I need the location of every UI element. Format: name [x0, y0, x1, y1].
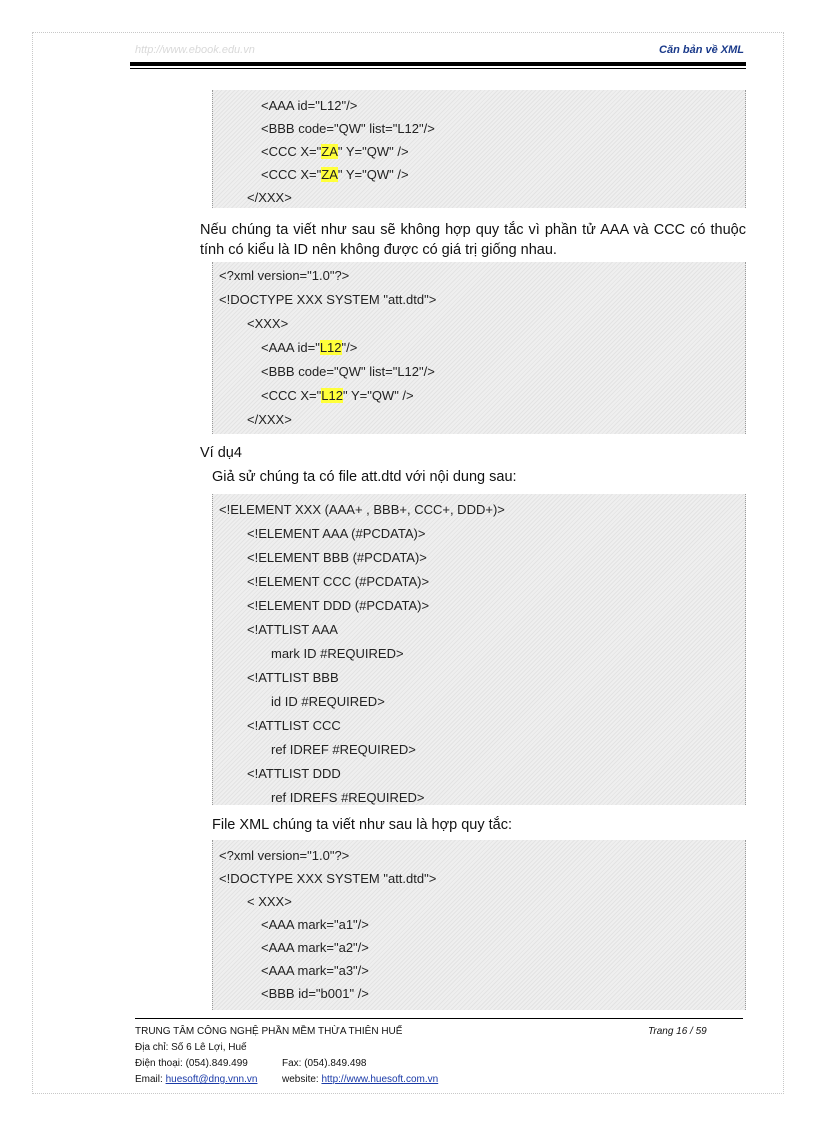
- code-line: <XXX>: [247, 316, 289, 331]
- header-title: Căn bản về XML: [659, 44, 744, 56]
- footer-phone: Điện thoại: (054).849.499: [135, 1058, 248, 1069]
- footer-org: TRUNG TÂM CÔNG NGHỆ PHẦN MỀM THỪA THIÊN HUẾ: [135, 1026, 403, 1037]
- example-label: Ví dụ4: [200, 445, 242, 461]
- code-line: < XXX>: [247, 894, 292, 909]
- code-line: <AAA mark="a2"/>: [261, 940, 369, 955]
- footer-website: [282, 1074, 438, 1085]
- paragraph: Nếu chúng ta viết như sau sẽ không hợp quy tắc vì phần tử AAA và CCC có thuộc tính có kiểu là ID nên không được có giá trị giống nhau.: [200, 222, 746, 258]
- website-link[interactable]: http://www.huesoft.com.vn: [321, 1074, 439, 1085]
- email-label: Email:: [135, 1074, 163, 1085]
- header-rule-thin: [130, 68, 746, 69]
- code-block-4: [212, 840, 746, 1010]
- code-line: <!DOCTYPE XXX SYSTEM "att.dtd">: [219, 871, 437, 886]
- footer-fax: Fax: (054).849.498: [282, 1058, 367, 1069]
- code-line: <!DOCTYPE XXX SYSTEM "att.dtd">: [219, 292, 437, 307]
- code-line: <BBB id="b001" />: [261, 986, 369, 1001]
- header-url[interactable]: http://www.ebook.edu.vn: [135, 44, 255, 56]
- code-block-1: [212, 90, 746, 208]
- footer-address: Địa chỉ: Số 6 Lê Lợi, Huế: [135, 1042, 247, 1053]
- footer-rule: [135, 1018, 743, 1019]
- code-line: mark ID #REQUIRED>: [271, 646, 404, 661]
- page-number: Trang 16 / 59: [648, 1026, 707, 1037]
- highlighted-value: L12: [321, 388, 343, 403]
- website-label: website:: [282, 1074, 319, 1085]
- code-line: ref IDREF #REQUIRED>: [271, 742, 416, 757]
- paragraph: Giả sử chúng ta có file att.dtd với nội dung sau:: [212, 469, 517, 485]
- code-line: id ID #REQUIRED>: [271, 694, 385, 709]
- code-line: <!ELEMENT XXX (AAA+ , BBB+, CCC+, DDD+)>: [219, 502, 505, 517]
- code-line: <!ELEMENT BBB (#PCDATA)>: [247, 550, 427, 565]
- code-line: ref IDREFS #REQUIRED>: [271, 790, 425, 805]
- code-line: <!ATTLIST DDD: [247, 766, 341, 781]
- code-line: <!ATTLIST AAA: [247, 622, 338, 637]
- code-line: <CCC X="L12" Y="QW" />: [261, 388, 414, 403]
- highlighted-value: ZA: [321, 144, 338, 159]
- code-line: <!ELEMENT CCC (#PCDATA)>: [247, 574, 430, 589]
- code-line: <!ELEMENT DDD (#PCDATA)>: [247, 598, 430, 613]
- footer-contact: [135, 1074, 257, 1085]
- code-line: <CCC X="ZA" Y="QW" />: [261, 144, 409, 159]
- code-line: <!ATTLIST CCC: [247, 718, 341, 733]
- code-line: </XXX>: [247, 412, 292, 427]
- code-block-3: [212, 494, 746, 805]
- code-line: <AAA id="L12"/>: [261, 98, 358, 113]
- code-line: <?xml version="1.0"?>: [219, 848, 350, 863]
- highlighted-value: L12: [319, 340, 342, 355]
- code-line: <?xml version="1.0"?>: [219, 268, 350, 283]
- paragraph: File XML chúng ta viết như sau là hợp quy tắc:: [212, 817, 512, 833]
- code-line: <AAA id="L12"/>: [261, 340, 358, 355]
- code-line: <!ELEMENT AAA (#PCDATA)>: [247, 526, 426, 541]
- code-line: </XXX>: [247, 190, 292, 205]
- code-line: <!ATTLIST BBB: [247, 670, 339, 685]
- code-line: <BBB code="QW" list="L12"/>: [261, 364, 435, 379]
- code-line: <AAA mark="a3"/>: [261, 963, 369, 978]
- email-link[interactable]: huesoft@dng.vnn.vn: [165, 1074, 258, 1085]
- code-line: <AAA mark="a1"/>: [261, 917, 369, 932]
- header-rule-thick: [130, 62, 746, 66]
- code-line: <CCC X="ZA" Y="QW" />: [261, 167, 409, 182]
- code-line: <BBB code="QW" list="L12"/>: [261, 121, 435, 136]
- code-block-2: [212, 262, 746, 434]
- highlighted-value: ZA: [321, 167, 338, 182]
